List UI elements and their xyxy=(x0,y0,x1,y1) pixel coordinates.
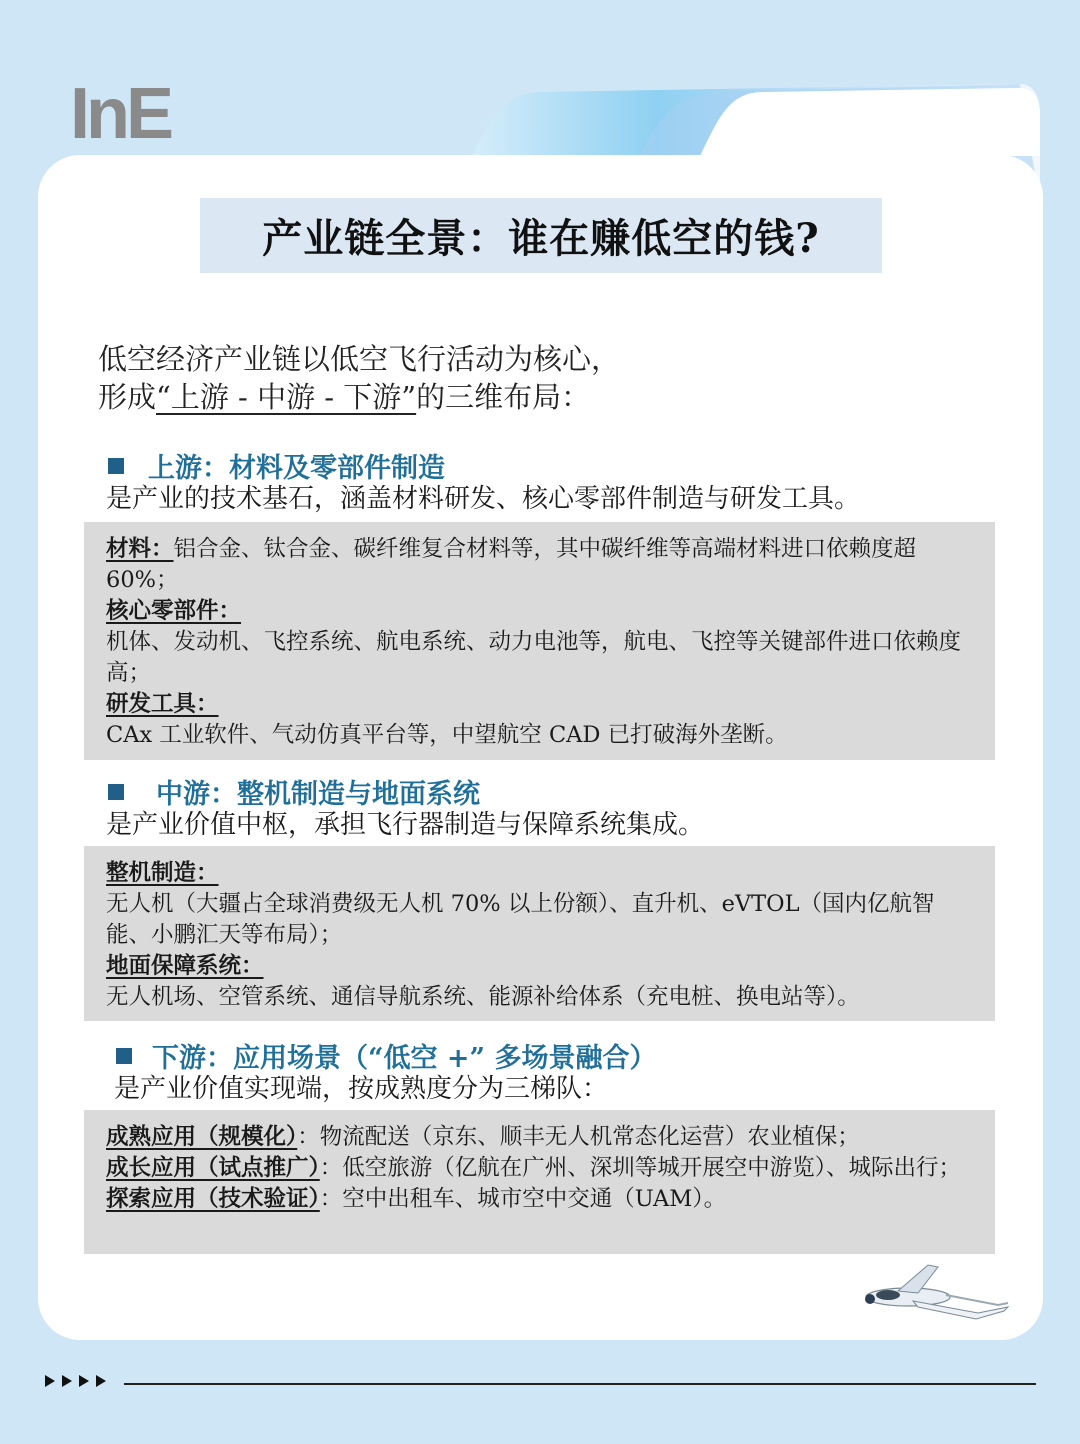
midstream-item-ground-text: 无人机场、空管系统、通信导航系统、能源补给体系（充电桩、换电站等）。 xyxy=(106,984,860,1010)
midstream-desc: 是产业价值中枢，承担飞行器制造与保障系统集成。 xyxy=(106,810,705,840)
upstream-item-components-text: 机体、发动机、飞控系统、航电系统、动力电池等，航电、飞控等关键部件进口依赖度高； xyxy=(106,629,962,686)
item-label: 核心零部件： xyxy=(106,598,242,624)
item-label: 地面保障系统： xyxy=(106,953,264,979)
intro-line-2 xyxy=(98,378,978,416)
upstream-item-tools-text: CAx 工业软件、气动仿真平台等，中望航空 CAD 已打破海外垄断。 xyxy=(106,722,788,748)
downstream-item-growth xyxy=(106,1153,973,1184)
item-text: 铝合金、钛合金、碳纤维复合材料等，其中碳纤维等高端材料进口依赖度超 60%； xyxy=(106,536,917,593)
intro-prefix: 形成 xyxy=(98,380,157,414)
intro-suffix: 的三维布局： xyxy=(416,380,591,414)
intro-line-1: 低空经济产业链以低空飞行活动为核心， xyxy=(98,342,621,376)
page-title-bar xyxy=(200,198,882,273)
upstream-desc: 是产业的技术基石，涵盖材料研发、核心零部件制造与研发工具。 xyxy=(106,484,861,514)
item-label: 研发工具： xyxy=(106,691,219,717)
square-bullet-icon xyxy=(108,784,124,800)
midstream-heading-text: 中游：整机制造与地面系统 xyxy=(156,779,480,810)
upstream-item-components-label xyxy=(106,596,973,627)
page-title: 产业链全景：谁在赚低空的钱? xyxy=(262,215,820,262)
item-label: 探索应用（技术验证） xyxy=(106,1186,320,1212)
downstream-item-explore xyxy=(106,1184,973,1215)
square-bullet-icon xyxy=(108,458,124,474)
downstream-heading xyxy=(116,1036,656,1075)
play-arrow-icon xyxy=(77,1374,91,1388)
evtol-aircraft-icon xyxy=(858,1255,1018,1335)
midstream-item-aircraft-text: 无人机（大疆占全球消费级无人机 70% 以上份额）、直升机、eVTOL（国内亿航智能、小鹏汇天等布局）； xyxy=(106,891,935,948)
downstream-desc: 是产业价值实现端，按成熟度分为三梯队： xyxy=(114,1074,609,1104)
upstream-item-tools-label xyxy=(106,689,973,720)
upstream-item-materials xyxy=(106,534,973,596)
square-bullet-icon xyxy=(116,1048,132,1064)
arrow-decoration xyxy=(43,1374,108,1388)
item-label: 整机制造： xyxy=(106,860,219,886)
upstream-details-box xyxy=(84,522,995,760)
play-arrow-icon xyxy=(60,1374,74,1388)
midstream-heading xyxy=(108,772,480,811)
upstream-heading-text: 上游：材料及零部件制造 xyxy=(148,453,445,484)
downstream-details-box xyxy=(84,1110,995,1254)
intro-paragraph xyxy=(98,340,978,416)
item-text: ：物流配送（京东、顺丰无人机常态化运营）农业植保； xyxy=(297,1124,860,1150)
midstream-item-aircraft-label xyxy=(106,858,973,889)
downstream-heading-text: 下游：应用场景（“低空 +” 多场景融合） xyxy=(152,1043,657,1074)
intro-highlight: “上游 - 中游 - 下游” xyxy=(156,380,417,414)
midstream-item-ground-label xyxy=(106,951,973,982)
play-arrow-icon xyxy=(43,1374,57,1388)
item-text: ：低空旅游（亿航在广州、深圳等城开展空中游览）、城际出行； xyxy=(319,1155,962,1181)
item-label: 成长应用（试点推广） xyxy=(106,1155,320,1181)
footer-divider xyxy=(124,1383,1036,1385)
midstream-details-box xyxy=(84,846,995,1021)
ine-logo: InE xyxy=(70,74,171,154)
downstream-item-mature xyxy=(106,1122,973,1153)
play-arrow-icon xyxy=(94,1374,108,1388)
item-label: 成熟应用（规模化） xyxy=(106,1124,298,1150)
upstream-heading xyxy=(108,446,445,485)
item-label: 材料： xyxy=(106,536,174,562)
item-text: ：空中出租车、城市空中交通（UAM）。 xyxy=(319,1186,727,1212)
